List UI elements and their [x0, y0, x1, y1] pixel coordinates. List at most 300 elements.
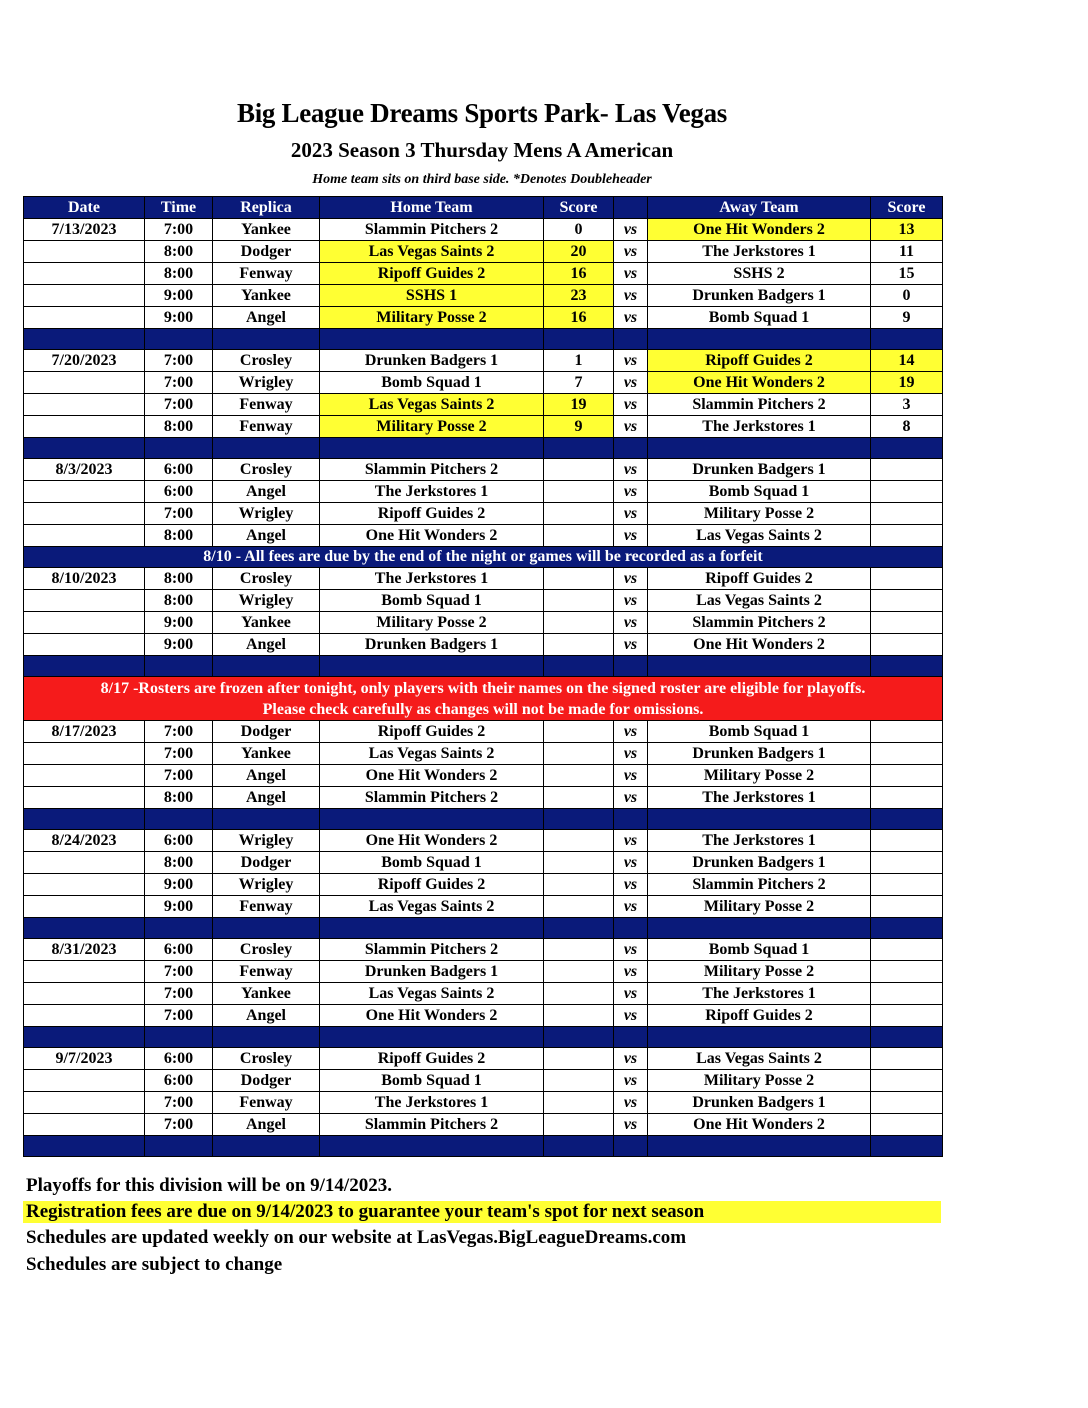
game-time: 6:00 — [145, 1048, 213, 1070]
game-date — [24, 416, 145, 438]
game-time: 7:00 — [145, 372, 213, 394]
separator-cell — [320, 918, 544, 939]
away-team: Drunken Badgers 1 — [648, 285, 871, 307]
home-team: Slammin Pitchers 2 — [320, 939, 544, 961]
game-row — [24, 416, 943, 438]
col-header-time: Time — [145, 197, 213, 219]
separator-cell — [648, 329, 871, 350]
game-time: 8:00 — [145, 590, 213, 612]
game-field: Angel — [213, 765, 320, 787]
game-time: 7:00 — [145, 350, 213, 372]
home-team: Military Posse 2 — [320, 612, 544, 634]
separator-cell — [614, 1136, 648, 1157]
away-score — [871, 1005, 943, 1027]
away-team: SSHS 2 — [648, 263, 871, 285]
game-row — [24, 285, 943, 307]
away-team: Slammin Pitchers 2 — [648, 874, 871, 896]
game-time: 7:00 — [145, 765, 213, 787]
game-time: 8:00 — [145, 525, 213, 547]
separator-cell — [24, 809, 145, 830]
separator-cell — [544, 329, 614, 350]
game-field: Wrigley — [213, 372, 320, 394]
vs-label: vs — [614, 285, 648, 307]
away-score: 0 — [871, 285, 943, 307]
home-score — [544, 1070, 614, 1092]
home-team: Slammin Pitchers 2 — [320, 787, 544, 809]
game-row — [24, 590, 943, 612]
away-score: 3 — [871, 394, 943, 416]
away-score — [871, 1092, 943, 1114]
separator-row — [24, 1136, 943, 1157]
game-date — [24, 285, 145, 307]
home-team: The Jerkstores 1 — [320, 1092, 544, 1114]
away-team: Military Posse 2 — [648, 765, 871, 787]
game-field: Crosley — [213, 350, 320, 372]
game-time: 7:00 — [145, 1005, 213, 1027]
game-field: Yankee — [213, 983, 320, 1005]
game-date — [24, 612, 145, 634]
home-score: 20 — [544, 241, 614, 263]
vs-label: vs — [614, 852, 648, 874]
separator-cell — [24, 656, 145, 677]
fees-banner-row — [24, 547, 943, 568]
home-team: Las Vegas Saints 2 — [320, 394, 544, 416]
separator-cell — [213, 1027, 320, 1048]
separator-cell — [145, 656, 213, 677]
home-score — [544, 874, 614, 896]
game-row — [24, 263, 943, 285]
away-score — [871, 830, 943, 852]
home-score — [544, 612, 614, 634]
game-row — [24, 1092, 943, 1114]
separator-cell — [648, 809, 871, 830]
game-field: Yankee — [213, 285, 320, 307]
away-team: Military Posse 2 — [648, 961, 871, 983]
separator-cell — [320, 656, 544, 677]
away-team: Slammin Pitchers 2 — [648, 612, 871, 634]
separator-cell — [614, 809, 648, 830]
home-team: Ripoff Guides 2 — [320, 721, 544, 743]
away-team: One Hit Wonders 2 — [648, 634, 871, 656]
away-score — [871, 765, 943, 787]
game-date: 8/17/2023 — [24, 721, 145, 743]
away-score: 11 — [871, 241, 943, 263]
game-field: Fenway — [213, 263, 320, 285]
away-score — [871, 874, 943, 896]
away-score: 19 — [871, 372, 943, 394]
vs-label: vs — [614, 983, 648, 1005]
separator-cell — [24, 1027, 145, 1048]
game-time: 8:00 — [145, 416, 213, 438]
game-time: 6:00 — [145, 1070, 213, 1092]
separator-cell — [145, 1027, 213, 1048]
game-row — [24, 503, 943, 525]
home-score — [544, 983, 614, 1005]
separator-cell — [614, 656, 648, 677]
vs-label: vs — [614, 350, 648, 372]
separator-cell — [213, 918, 320, 939]
schedule-body — [24, 219, 943, 1157]
home-score — [544, 852, 614, 874]
game-time: 7:00 — [145, 1092, 213, 1114]
away-score — [871, 525, 943, 547]
roster-alert-line1: 8/17 -Rosters are frozen after tonight, only players with their names on the signed roster are eligible for playoffs. — [100, 679, 866, 697]
game-row — [24, 830, 943, 852]
game-date: 8/24/2023 — [24, 830, 145, 852]
game-row — [24, 350, 943, 372]
game-field: Dodger — [213, 241, 320, 263]
schedule-table — [23, 196, 943, 1157]
game-time: 9:00 — [145, 634, 213, 656]
home-score — [544, 459, 614, 481]
game-time: 9:00 — [145, 307, 213, 329]
game-time: 8:00 — [145, 852, 213, 874]
game-time: 8:00 — [145, 241, 213, 263]
away-score — [871, 1070, 943, 1092]
separator-cell — [320, 329, 544, 350]
separator-cell — [648, 1136, 871, 1157]
vs-label: vs — [614, 481, 648, 503]
vs-label: vs — [614, 372, 648, 394]
separator-row — [24, 1027, 943, 1048]
home-team: The Jerkstores 1 — [320, 568, 544, 590]
game-date — [24, 961, 145, 983]
game-time: 9:00 — [145, 896, 213, 918]
away-score: 13 — [871, 219, 943, 241]
game-date — [24, 481, 145, 503]
game-row — [24, 939, 943, 961]
game-field: Fenway — [213, 416, 320, 438]
vs-label: vs — [614, 721, 648, 743]
away-score — [871, 568, 943, 590]
vs-label: vs — [614, 939, 648, 961]
game-row — [24, 1114, 943, 1136]
game-date — [24, 1005, 145, 1027]
game-field: Angel — [213, 481, 320, 503]
home-team: Las Vegas Saints 2 — [320, 983, 544, 1005]
separator-cell — [145, 329, 213, 350]
away-score: 9 — [871, 307, 943, 329]
home-score: 1 — [544, 350, 614, 372]
game-time: 7:00 — [145, 961, 213, 983]
game-time: 7:00 — [145, 721, 213, 743]
game-field: Dodger — [213, 1070, 320, 1092]
separator-row — [24, 438, 943, 459]
separator-cell — [213, 329, 320, 350]
game-time: 7:00 — [145, 983, 213, 1005]
home-score: 7 — [544, 372, 614, 394]
home-team: Bomb Squad 1 — [320, 590, 544, 612]
away-score — [871, 896, 943, 918]
game-field: Wrigley — [213, 503, 320, 525]
vs-label: vs — [614, 219, 648, 241]
vs-label: vs — [614, 634, 648, 656]
separator-cell — [614, 329, 648, 350]
website-note: Schedules are updated weekly on our website at LasVegas.BigLeagueDreams.com — [26, 1227, 687, 1248]
game-row — [24, 896, 943, 918]
game-date — [24, 1114, 145, 1136]
separator-cell — [213, 656, 320, 677]
separator-cell — [24, 438, 145, 459]
home-score: 19 — [544, 394, 614, 416]
home-team: Las Vegas Saints 2 — [320, 241, 544, 263]
home-team: One Hit Wonders 2 — [320, 830, 544, 852]
away-score — [871, 787, 943, 809]
game-date — [24, 1092, 145, 1114]
game-time: 9:00 — [145, 612, 213, 634]
game-time: 8:00 — [145, 568, 213, 590]
game-date: 9/7/2023 — [24, 1048, 145, 1070]
vs-label: vs — [614, 1005, 648, 1027]
home-team: One Hit Wonders 2 — [320, 1005, 544, 1027]
home-score — [544, 830, 614, 852]
vs-label: vs — [614, 1048, 648, 1070]
separator-cell — [544, 918, 614, 939]
separator-cell — [320, 1136, 544, 1157]
vs-label: vs — [614, 503, 648, 525]
game-row — [24, 1048, 943, 1070]
game-time: 8:00 — [145, 263, 213, 285]
home-team: Slammin Pitchers 2 — [320, 459, 544, 481]
home-score: 9 — [544, 416, 614, 438]
col-header-home-team: Home Team — [320, 197, 544, 219]
game-row — [24, 874, 943, 896]
game-row — [24, 525, 943, 547]
game-row — [24, 743, 943, 765]
game-field: Dodger — [213, 721, 320, 743]
away-score — [871, 852, 943, 874]
separator-cell — [320, 809, 544, 830]
vs-label: vs — [614, 590, 648, 612]
game-date — [24, 787, 145, 809]
separator-cell — [24, 918, 145, 939]
game-row — [24, 961, 943, 983]
game-field: Crosley — [213, 1048, 320, 1070]
away-team: The Jerkstores 1 — [648, 830, 871, 852]
col-header-date: Date — [24, 197, 145, 219]
game-date: 8/10/2023 — [24, 568, 145, 590]
home-team: Ripoff Guides 2 — [320, 263, 544, 285]
away-team: Drunken Badgers 1 — [648, 1092, 871, 1114]
away-score — [871, 939, 943, 961]
game-date — [24, 874, 145, 896]
home-team: SSHS 1 — [320, 285, 544, 307]
home-score — [544, 481, 614, 503]
game-date — [24, 307, 145, 329]
vs-label: vs — [614, 525, 648, 547]
home-score: 16 — [544, 263, 614, 285]
game-date — [24, 743, 145, 765]
game-row — [24, 219, 943, 241]
home-score: 16 — [544, 307, 614, 329]
fees-banner: 8/10 - All fees are due by the end of the night or games will be recorded as a forfeit — [24, 547, 943, 568]
away-team: Ripoff Guides 2 — [648, 1005, 871, 1027]
separator-cell — [871, 1027, 943, 1048]
home-score — [544, 1092, 614, 1114]
separator-cell — [614, 918, 648, 939]
vs-label: vs — [614, 416, 648, 438]
separator-cell — [871, 1136, 943, 1157]
table-header-row — [24, 197, 943, 219]
separator-cell — [320, 438, 544, 459]
home-team: Military Posse 2 — [320, 416, 544, 438]
home-score — [544, 590, 614, 612]
away-team: Las Vegas Saints 2 — [648, 525, 871, 547]
game-date: 7/13/2023 — [24, 219, 145, 241]
home-team: Ripoff Guides 2 — [320, 1048, 544, 1070]
vs-label: vs — [614, 961, 648, 983]
separator-cell — [544, 656, 614, 677]
away-team: One Hit Wonders 2 — [648, 1114, 871, 1136]
away-score — [871, 612, 943, 634]
away-score — [871, 634, 943, 656]
separator-row — [24, 656, 943, 677]
separator-cell — [648, 656, 871, 677]
game-row — [24, 1070, 943, 1092]
game-time: 7:00 — [145, 743, 213, 765]
game-time: 6:00 — [145, 939, 213, 961]
game-date — [24, 634, 145, 656]
game-field: Fenway — [213, 896, 320, 918]
away-score — [871, 503, 943, 525]
game-row — [24, 852, 943, 874]
home-team: One Hit Wonders 2 — [320, 765, 544, 787]
vs-label: vs — [614, 1114, 648, 1136]
roster-alert — [24, 677, 943, 721]
game-date — [24, 503, 145, 525]
separator-cell — [871, 918, 943, 939]
game-field: Crosley — [213, 939, 320, 961]
home-score — [544, 765, 614, 787]
game-field: Angel — [213, 634, 320, 656]
vs-label: vs — [614, 787, 648, 809]
home-team: Ripoff Guides 2 — [320, 503, 544, 525]
game-time: 7:00 — [145, 503, 213, 525]
game-row — [24, 241, 943, 263]
away-team: Bomb Squad 1 — [648, 721, 871, 743]
game-row — [24, 1005, 943, 1027]
home-score — [544, 896, 614, 918]
away-score — [871, 721, 943, 743]
game-row — [24, 721, 943, 743]
home-team: One Hit Wonders 2 — [320, 525, 544, 547]
game-field: Crosley — [213, 568, 320, 590]
separator-cell — [544, 438, 614, 459]
page-title: Big League Dreams Sports Park- Las Vegas — [236, 98, 728, 128]
away-team: One Hit Wonders 2 — [648, 372, 871, 394]
separator-cell — [871, 329, 943, 350]
home-team: Drunken Badgers 1 — [320, 961, 544, 983]
game-field: Fenway — [213, 1092, 320, 1114]
vs-label: vs — [614, 765, 648, 787]
game-date — [24, 525, 145, 547]
roster-alert-row — [24, 677, 943, 721]
home-score — [544, 961, 614, 983]
playoffs-note: Playoffs for this division will be on 9/14/2023. — [26, 1175, 392, 1196]
away-team: Military Posse 2 — [648, 503, 871, 525]
home-team: Military Posse 2 — [320, 307, 544, 329]
separator-row — [24, 918, 943, 939]
game-field: Wrigley — [213, 874, 320, 896]
game-row — [24, 568, 943, 590]
home-score — [544, 787, 614, 809]
away-score: 8 — [871, 416, 943, 438]
game-row — [24, 612, 943, 634]
home-team: Las Vegas Saints 2 — [320, 743, 544, 765]
home-team-note: Home team sits on third base side. *Denotes Doubleheader — [312, 172, 652, 187]
home-score — [544, 525, 614, 547]
vs-label: vs — [614, 263, 648, 285]
home-team: Drunken Badgers 1 — [320, 634, 544, 656]
game-time: 6:00 — [145, 830, 213, 852]
game-time: 8:00 — [145, 787, 213, 809]
vs-label: vs — [614, 874, 648, 896]
separator-cell — [544, 1027, 614, 1048]
away-team: The Jerkstores 1 — [648, 416, 871, 438]
home-team: Slammin Pitchers 2 — [320, 1114, 544, 1136]
home-score — [544, 939, 614, 961]
game-date — [24, 372, 145, 394]
away-score — [871, 983, 943, 1005]
away-score — [871, 961, 943, 983]
col-header-away-score: Score — [871, 197, 943, 219]
away-score — [871, 1048, 943, 1070]
game-date — [24, 852, 145, 874]
game-row — [24, 634, 943, 656]
away-team: Drunken Badgers 1 — [648, 743, 871, 765]
away-team: Ripoff Guides 2 — [648, 350, 871, 372]
separator-cell — [614, 1027, 648, 1048]
separator-cell — [544, 1136, 614, 1157]
separator-cell — [648, 438, 871, 459]
registration-note: Registration fees are due on 9/14/2023 to guarantee your team's spot for next season — [23, 1201, 941, 1223]
game-date: 7/20/2023 — [24, 350, 145, 372]
game-row — [24, 765, 943, 787]
game-field: Angel — [213, 1005, 320, 1027]
game-field: Yankee — [213, 612, 320, 634]
game-date — [24, 241, 145, 263]
game-field: Angel — [213, 787, 320, 809]
separator-cell — [213, 438, 320, 459]
home-team: Las Vegas Saints 2 — [320, 896, 544, 918]
away-team: Drunken Badgers 1 — [648, 852, 871, 874]
separator-row — [24, 329, 943, 350]
game-date — [24, 1070, 145, 1092]
vs-label: vs — [614, 830, 648, 852]
away-score — [871, 590, 943, 612]
game-row — [24, 481, 943, 503]
home-team: Ripoff Guides 2 — [320, 874, 544, 896]
game-date — [24, 263, 145, 285]
game-field: Dodger — [213, 852, 320, 874]
away-team: Military Posse 2 — [648, 1070, 871, 1092]
away-team: Bomb Squad 1 — [648, 939, 871, 961]
vs-label: vs — [614, 307, 648, 329]
game-field: Wrigley — [213, 830, 320, 852]
game-time: 9:00 — [145, 874, 213, 896]
vs-label: vs — [614, 568, 648, 590]
game-field: Wrigley — [213, 590, 320, 612]
vs-label: vs — [614, 896, 648, 918]
game-time: 9:00 — [145, 285, 213, 307]
separator-cell — [648, 1027, 871, 1048]
game-field: Yankee — [213, 743, 320, 765]
away-team: Ripoff Guides 2 — [648, 568, 871, 590]
game-field: Angel — [213, 307, 320, 329]
away-score — [871, 1114, 943, 1136]
home-team: Slammin Pitchers 2 — [320, 219, 544, 241]
away-team: The Jerkstores 1 — [648, 241, 871, 263]
